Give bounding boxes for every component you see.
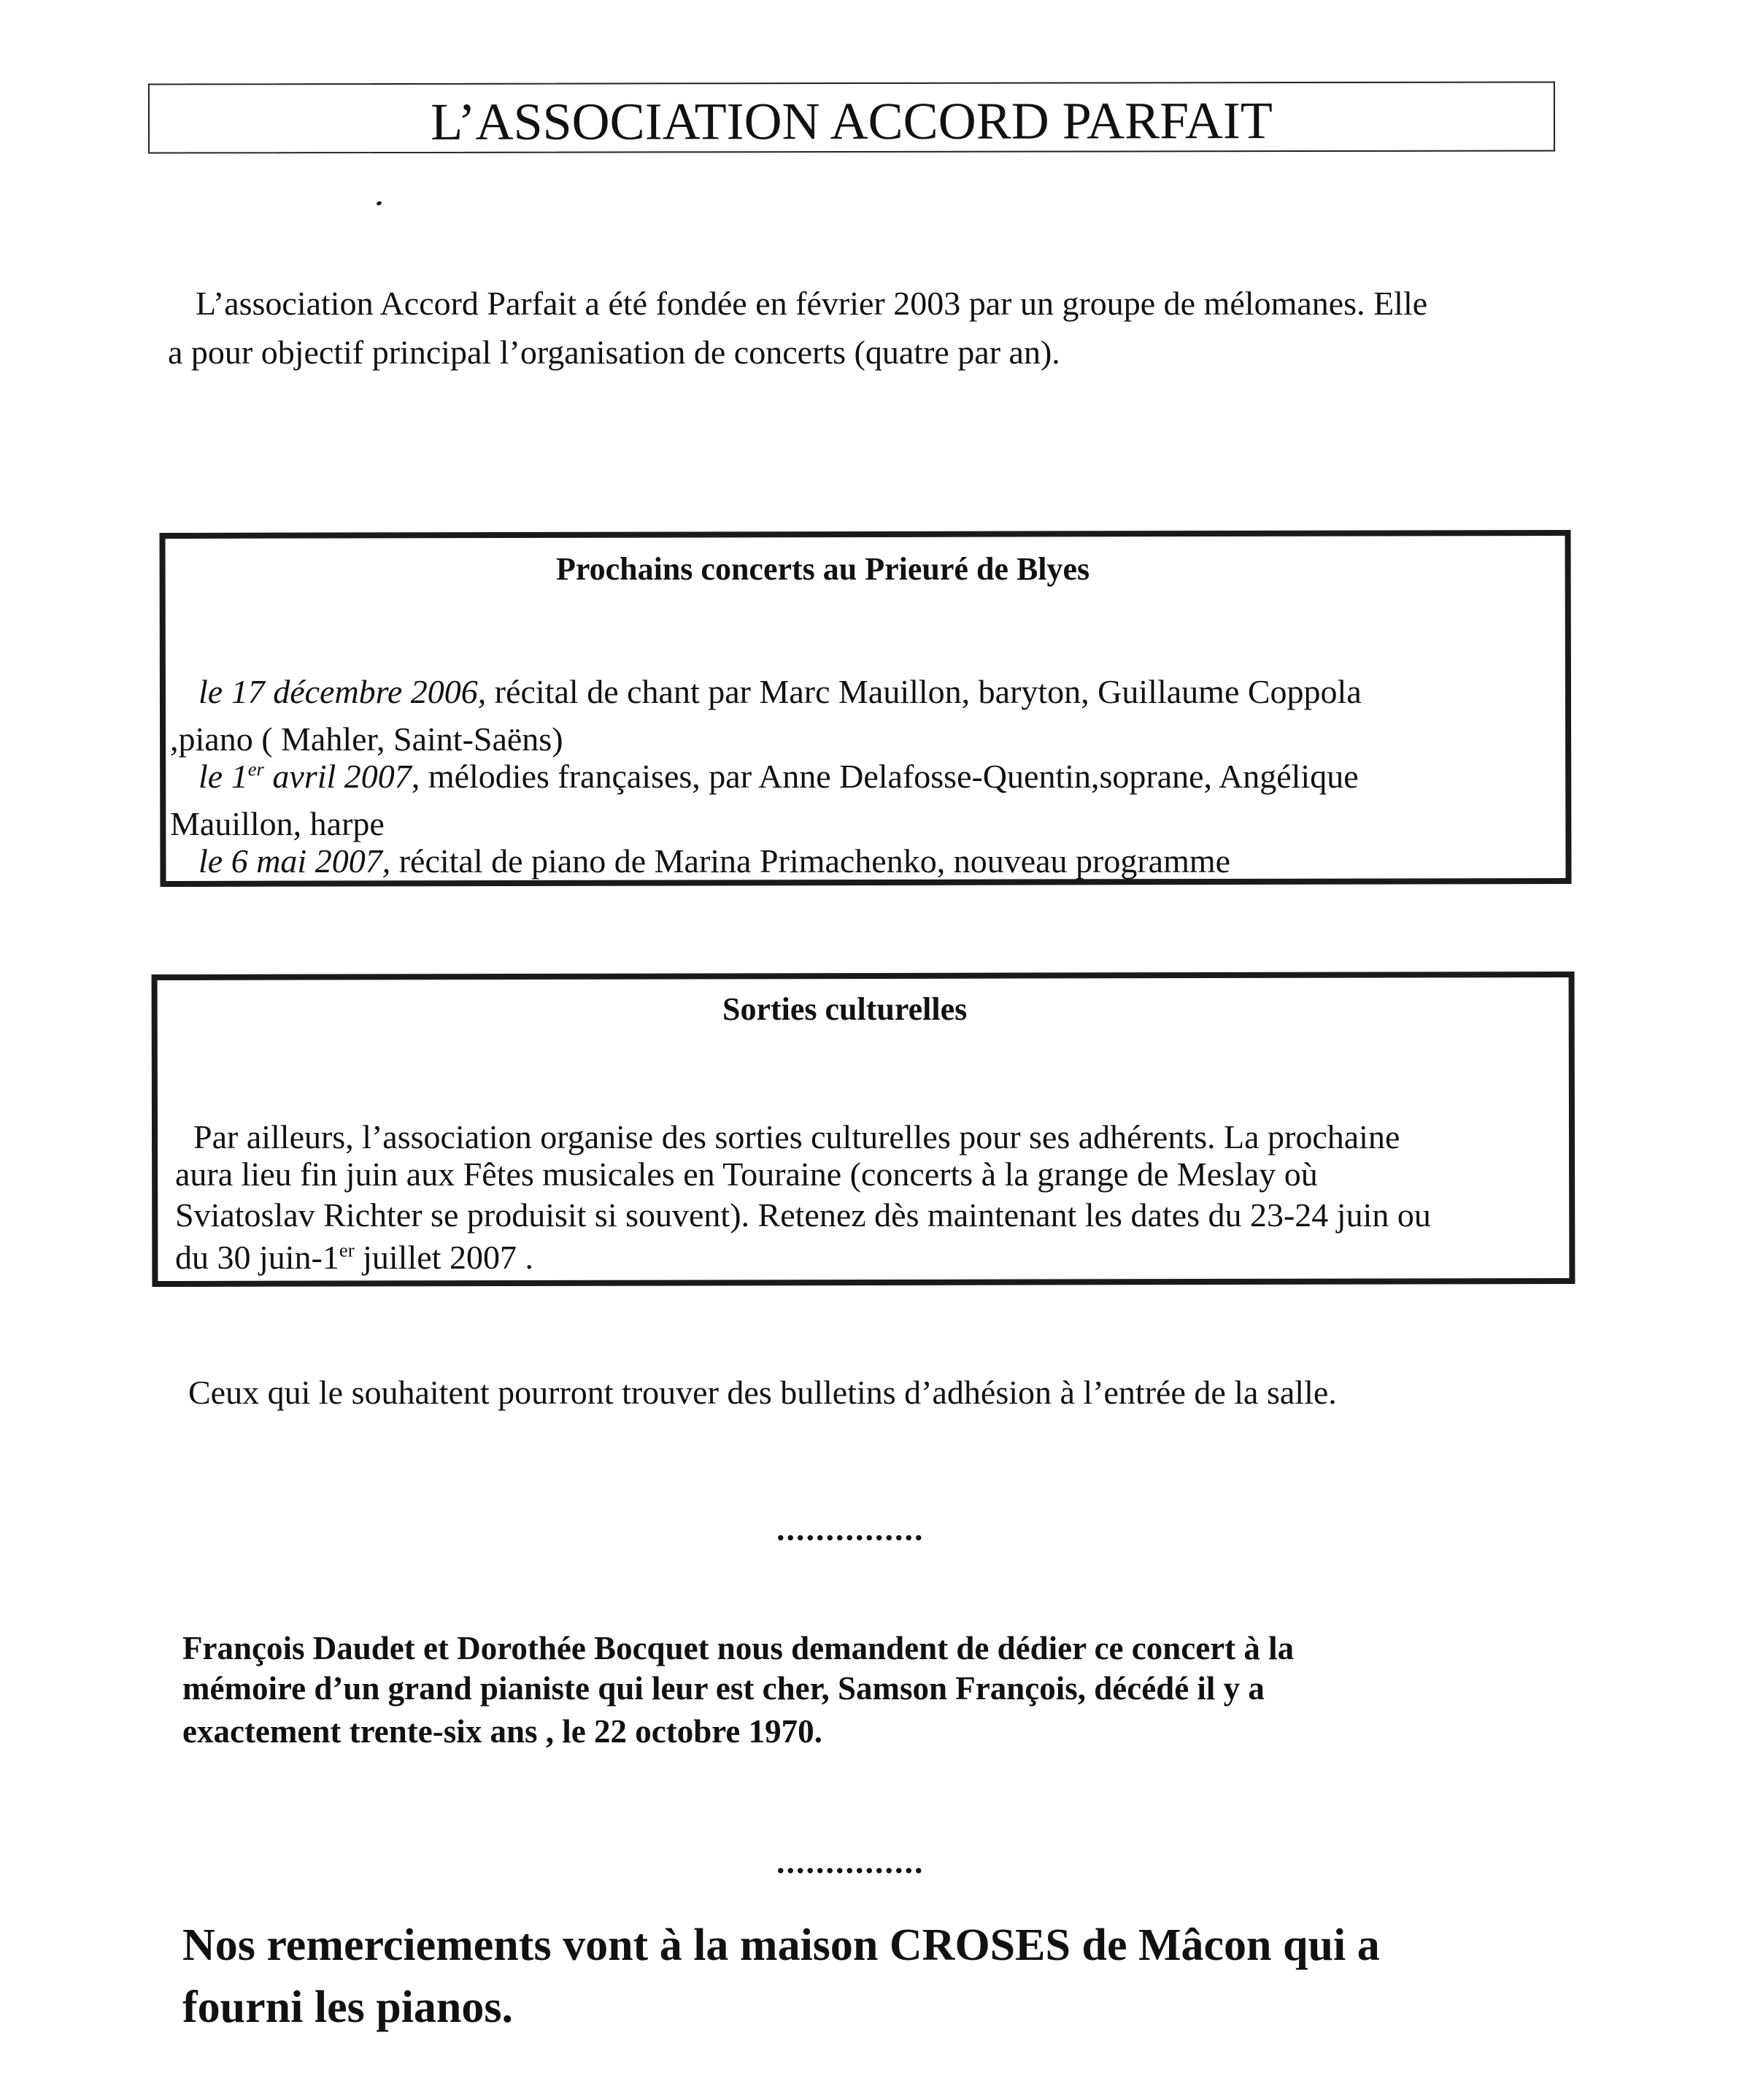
outings-date-start: du 30 juin-1 — [175, 1239, 339, 1276]
dedication-line-2: mémoire d’un grand pianiste qui leur est cher, Samson François, décédé il y a — [182, 1670, 1265, 1707]
concert-date: le 6 mai 2007, — [198, 842, 391, 880]
dedication-line-3: exactement trente-six ans , le 22 octobre 1970. — [182, 1713, 822, 1750]
scan-speck — [376, 201, 382, 207]
concert-item-1-continuation: ,piano ( Mahler, Saint-Saëns) — [170, 720, 563, 758]
concert-date-day: le 1 — [198, 758, 248, 795]
concert-description: récital de piano de Marina Primachenko, nouveau programme — [390, 842, 1231, 880]
membership-note: Ceux qui le souhaitent pourront trouver des bulletins d’adhésion à l’entrée de la salle. — [188, 1374, 1337, 1411]
concert-item-2 — [198, 760, 1359, 793]
concert-description: , mélodies françaises, par Anne Delafosse-Quentin,soprane, Angélique — [411, 758, 1359, 795]
concert-date-ordinal: er — [247, 758, 264, 780]
dedication-line-1: François Daudet et Dorothée Bocquet nous demandent de dédier ce concert à la — [182, 1630, 1295, 1666]
concert-item-1 — [198, 675, 1362, 709]
separator-dots: ............... — [776, 1510, 925, 1547]
concert-description: récital de chant par Marc Mauillon, baryton, Guillaume Coppola — [486, 673, 1362, 710]
outings-line-3: Sviatoslav Richter se produisit si souvent). Retenez dès maintenant les dates du 23-24 juin ou — [175, 1196, 1431, 1234]
outings-date-ordinal: er — [339, 1239, 355, 1261]
intro-line-2: a pour objectif principal l’organisation de concerts (quatre par an). — [168, 334, 1060, 371]
concert-date: le 17 décembre 2006, — [198, 673, 487, 710]
intro-line-1: L’association Accord Parfait a été fondée en février 2003 par un groupe de mélomanes. Elle — [196, 285, 1428, 322]
separator-dots: ............... — [776, 1843, 925, 1880]
concerts-heading: Prochains concerts au Prieuré de Blyes — [556, 551, 1090, 587]
concert-date-month: avril 2007 — [263, 758, 412, 795]
concert-item-3 — [198, 842, 1231, 880]
outings-line-1: Par ailleurs, l’association organise des sorties culturelles pour ses adhérents. La prochaine — [193, 1118, 1400, 1155]
title-box — [148, 81, 1555, 153]
outings-date-end: juillet 2007 . — [354, 1239, 533, 1276]
page-title: L’ASSOCIATION ACCORD PARFAIT — [431, 91, 1273, 151]
thanks-line-2: fourni les pianos. — [182, 1982, 514, 2032]
concert-date — [198, 758, 412, 795]
outings-line-2: aura lieu fin juin aux Fêtes musicales en Touraine (concerts à la grange de Meslay où — [175, 1155, 1318, 1193]
concert-item-2-continuation: Mauillon, harpe — [170, 805, 385, 842]
outings-heading: Sorties culturelles — [722, 991, 968, 1027]
thanks-line-1: Nos remerciements vont à la maison CROSES de Mâcon qui a — [182, 1920, 1380, 1970]
outings-line-4 — [175, 1241, 533, 1274]
